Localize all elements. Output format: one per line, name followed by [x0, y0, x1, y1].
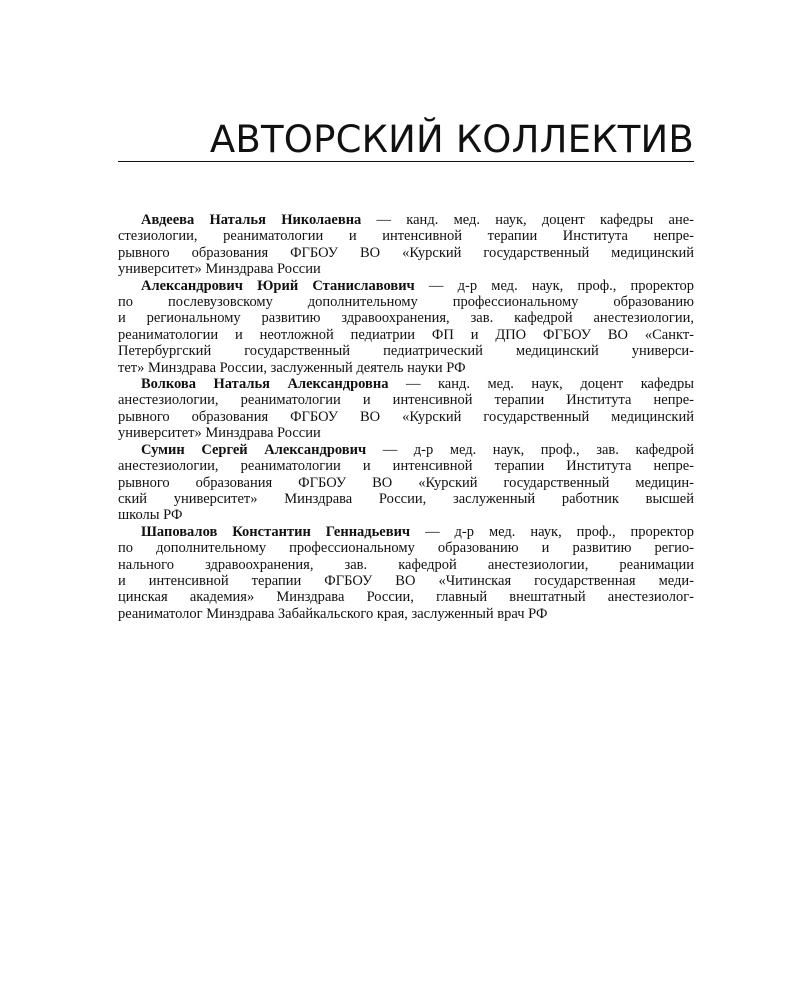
entry-first-line — [118, 278, 694, 294]
title-block — [118, 120, 694, 162]
entry-text-line: рывного образования ФГБОУ ВО «Курский государственный медицинский — [118, 244, 694, 261]
author-entry — [118, 212, 694, 278]
entry-text-line: стезиологии, реаниматологии и интенсивной терапии Института непре- — [118, 228, 694, 245]
entry-text-line: и интенсивной терапии ФГБОУ ВО «Читинская государственная меди- — [118, 572, 694, 589]
entry-text-line: реаниматологии и неотложной педиатрии ФП и ДПО ФГБОУ ВО «Санкт- — [118, 326, 694, 343]
entry-text-line: цинская академия» Минздрава России, главный внештатный анестезиолог- — [118, 589, 694, 606]
entry-text-line: — канд. мед. наук, доцент кафедры — [388, 376, 695, 393]
entry-text-line: и региональному развитию здравоохранения, зав. кафедрой анестезиологии, — [118, 310, 694, 327]
author-name: Авдеева Наталья Николаевна — [141, 212, 362, 228]
entry-first-line — [118, 212, 694, 228]
author-name: Шаповалов Константин Геннадьевич — [141, 523, 411, 540]
entry-text-line: анестезиологии, реаниматологии и интенсивной терапии Института непре- — [118, 392, 694, 409]
author-entry — [118, 278, 694, 376]
author-entry — [118, 376, 694, 442]
page-title: АВТОРСКИЙ КОЛЛЕКТИВ — [209, 118, 694, 161]
entry-text-line: университет» Минздрава России — [118, 425, 321, 442]
entry-text-line: рывного образования ФГБОУ ВО «Курский государственный медицин- — [118, 474, 694, 491]
author-entry — [118, 524, 694, 622]
entry-text-line: — д-р мед. наук, проф., проректор — [410, 523, 694, 540]
author-list — [118, 212, 694, 622]
entry-text-line: — канд. мед. наук, доцент кафедры ане- — [361, 212, 694, 228]
author-name: Александрович Юрий Станиславович — [141, 277, 415, 294]
entry-text-line: университет» Минздрава России — [118, 261, 321, 278]
entry-text-line: — д-р мед. наук, проф., зав. кафедрой — [366, 441, 694, 458]
entry-first-line — [118, 376, 694, 392]
entry-text-line: нального здравоохранения, зав. кафедрой анестезиологии, реанимации — [118, 556, 694, 573]
entry-text-line: — д-р мед. наук, проф., проректор — [414, 277, 694, 294]
author-name: Сумин Сергей Александрович — [141, 441, 367, 458]
title-underline — [118, 161, 694, 162]
entry-text-line: по послевузовскому дополнительному профессиональному образованию — [118, 294, 694, 311]
entry-text-line: тет» Минздрава России, заслуженный деятель науки РФ — [118, 359, 466, 376]
entry-text-line: школы РФ — [118, 507, 183, 524]
author-name: Волкова Наталья Александровна — [141, 376, 389, 393]
entry-first-line — [118, 442, 694, 458]
entry-first-line — [118, 524, 694, 540]
entry-text-line: рывного образования ФГБОУ ВО «Курский государственный медицинский — [118, 408, 694, 425]
entry-text-line: анестезиологии, реаниматологии и интенсивной терапии Института непре- — [118, 458, 694, 475]
entry-text-line: Петербургский государственный педиатрический медицинский универси- — [118, 343, 694, 360]
entry-text-line: реаниматолог Минздрава Забайкальского края, заслуженный врач РФ — [118, 605, 548, 622]
entry-text-line: по дополнительному профессиональному образованию и развитию регио- — [118, 540, 694, 557]
entry-text-line: ский университет» Минздрава России, заслуженный работник высшей — [118, 490, 694, 507]
author-entry — [118, 442, 694, 524]
